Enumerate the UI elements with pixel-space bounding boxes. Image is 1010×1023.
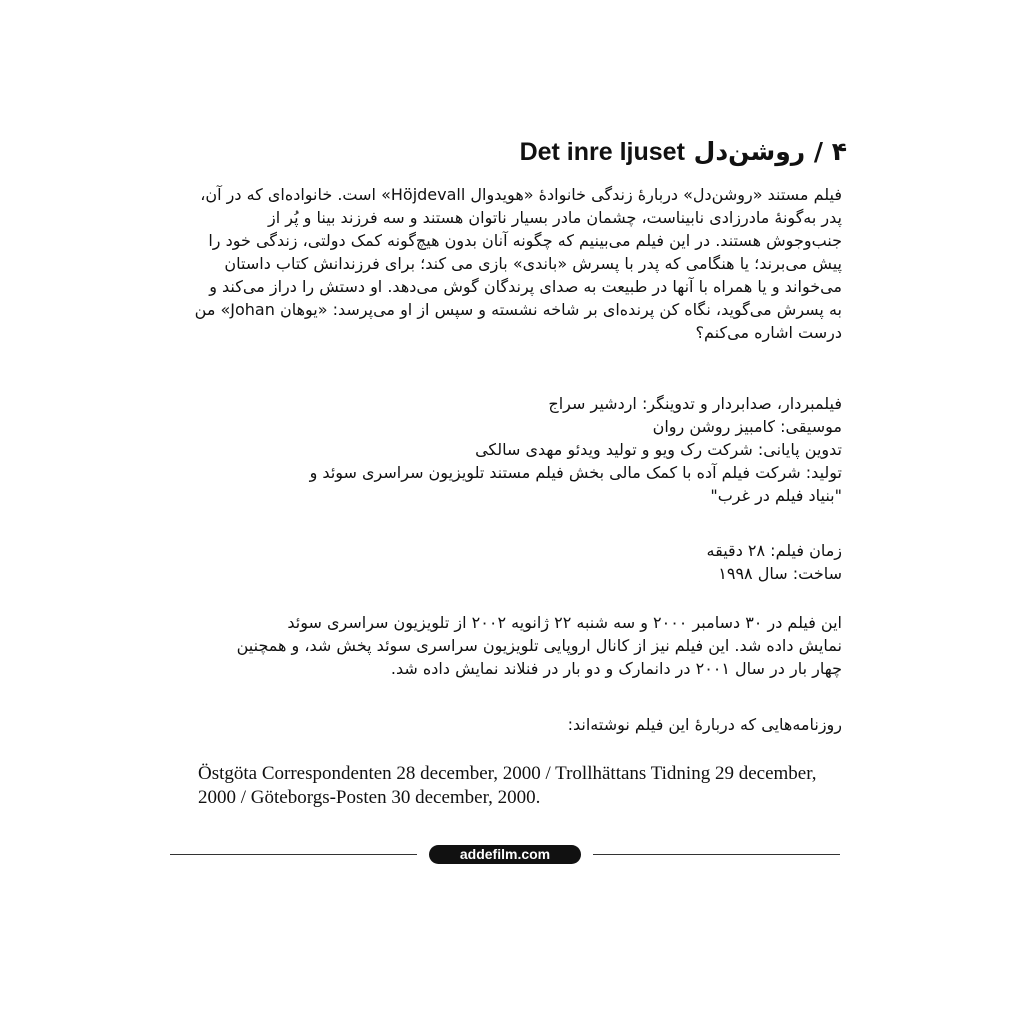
credit-line: تدوین پایانی: شرکت رک ویو و تولید ویدئو مهدی سالکی <box>475 440 842 459</box>
synopsis-line: پیش می‌برند؛ یا هنگامی که پدر با پسرش «باندی» بازی می کند؛ برای فرزندانش کتاب داستان <box>224 254 842 273</box>
credits-list <box>310 392 842 507</box>
broadcast-line: این فیلم در ۳۰ دسامبر ۲۰۰۰ و سه شنبه ۲۲ ژانویه ۲۰۰۲ از تلویزیون سراسری سوئد <box>287 613 842 632</box>
press-list <box>198 762 858 810</box>
persian-title: روشن‌دل <box>693 137 806 166</box>
synopsis-line: جنب‌وجوش هستند. در این فیلم می‌بینیم که چگونه آنان بدون هیچ‌گونه کمک دولتی، زندگی خود را <box>208 231 842 250</box>
footer <box>170 845 840 865</box>
synopsis-line: فیلم مستند «روشن‌دل» دربارهٔ زندگی خانوادهٔ «هویدوال Höjdevall» است. خانواده‌ای که در آن، <box>200 185 842 204</box>
synopsis-line: به پسرش می‌گوید، نگاه کن پرنده‌ای بر شاخه نشسته و سپس از او می‌پرسد: «یوهان Johan» من <box>194 300 842 319</box>
swedish-title: Det inre ljuset <box>519 138 685 166</box>
broadcast-paragraph <box>237 611 842 680</box>
footer-divider-left <box>170 854 417 855</box>
broadcast-line: چهار بار در سال ۲۰۰۱ در دانمارک و دو بار در فنلاند نمایش داده شد. <box>390 659 842 678</box>
website-badge[interactable]: addefilm.com <box>429 845 581 864</box>
press-line: Östgöta Correspondenten 28 december, 2000 / Trollhättans Tidning 29 december, <box>198 763 817 784</box>
section-number: ۴ / <box>813 137 847 166</box>
broadcast-line: نمایش داده شد. این فیلم نیز از کانال اروپایی تلویزیون سراسری سوئد پخش شد، و همچنین <box>236 636 842 655</box>
detail-line: زمان فیلم: ۲۸ دقیقه <box>706 541 842 560</box>
credit-line: موسیقی: کامبیز روشن روان <box>652 417 842 436</box>
footer-divider-right <box>593 854 840 855</box>
detail-line: ساخت: سال ۱۹۹۸ <box>718 564 842 583</box>
page-title <box>520 137 847 167</box>
press-heading: روزنامه‌هایی که دربارهٔ این فیلم نوشته‌اند: <box>567 715 842 734</box>
synopsis-paragraph <box>195 183 842 344</box>
synopsis-line: درست اشاره می‌کنم؟ <box>695 323 842 342</box>
credit-line: "بنیاد فیلم در غرب" <box>710 486 842 505</box>
credit-line: فیلمبردار، صدابردار و تدوینگر: اردشیر سراج <box>548 394 842 413</box>
synopsis-line: پدر به‌گونهٔ مادرزادی نابیناست، چشمان مادر بسیار ناتوان هستند و سه فرزند بینا و پُر از <box>268 208 842 227</box>
film-details <box>707 539 842 585</box>
synopsis-line: می‌خواند و یا همراه با آنها در طبیعت به صدای پرندگان گوش می‌دهد. او دستش را دراز می‌کند و <box>209 277 842 296</box>
credit-line: تولید: شرکت فیلم آده با کمک مالی بخش فیلم مستند تلویزیون سراسری سوئد و <box>309 463 842 482</box>
press-line: 2000 / Göteborgs-Posten 30 december, 2000. <box>198 787 541 808</box>
